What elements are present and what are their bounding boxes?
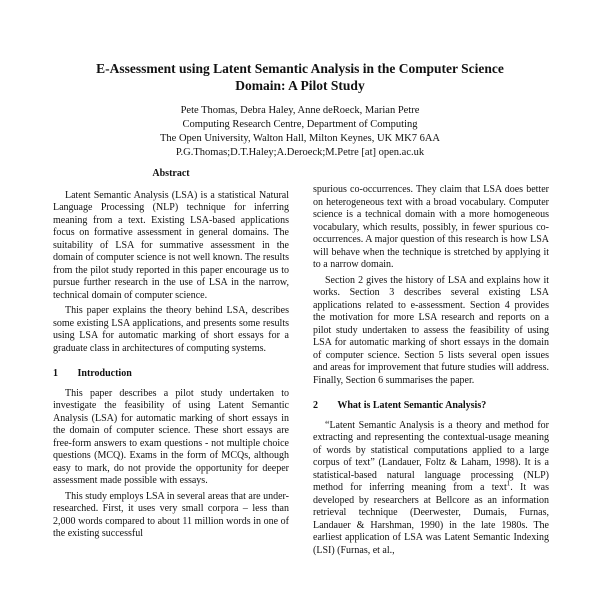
abstract-paragraph-1: Latent Semantic Analysis (LSA) is a statistical Natural Language Processing (NLP) technique for inferring meaning from a text. Existing LSA-based applications focus on formative assessment in general domains. The suitability of LSA for summative assessment in the domain of computer science is not well known. The results from the pilot study reported in this paper encourage us to pursue further research in the use of LSA in the narrow, technical domain of computer science. [53, 189, 289, 301]
lsa-definition-text-a: “Latent Semantic Analysis is a theory and method for extracting and representing the contextual-usage meaning of words by statistical computations applied to a large corpus of text” (Landauer, Foltz & Laham, 1998). It is a statistical-based natural language processing (NLP) method for inferring meaning from a text [313, 419, 549, 493]
affiliation-address: The Open University, Walton Hall, Milton Keynes, UK MK7 6AA [160, 133, 440, 144]
section-1-heading [53, 368, 289, 381]
author-emails: P.G.Thomas;D.T.Haley;A.Deroeck;M.Petre [at] open.ac.uk [175, 147, 425, 158]
title-line-2: Domain: A Pilot Study [235, 78, 365, 93]
section-1-title: Introduction [77, 368, 132, 379]
abstract-paragraph-2: This paper explains the theory behind LSA, describes some existing LSA applications, and presents some results using LSA for automatic marking of short essays for a graduate class in architectures of computing systems. [53, 305, 289, 354]
affiliation-department: Computing Research Centre, Department of Computing [182, 119, 418, 130]
right-column [313, 184, 549, 560]
footnote-marker[interactable]: 1 [506, 479, 511, 488]
introduction-paragraph-2: This study employs LSA in several areas that are under-researched. First, it uses very small corpora – less than 2,000 words compared to about 11 million words in one of the existing successful [53, 490, 289, 539]
abstract-heading: Abstract [152, 168, 190, 179]
lsa-definition-paragraph [313, 420, 549, 558]
section-1-number: 1 [53, 368, 58, 379]
lsa-definition-text-b: . It was developed by researchers at Bellcore as an information retrieval technique (Deerwester, Dumais, Furnas, Landauer & Harshman, 1990) in the late 1980s. The earliest application of LSA was Latent Semantic Indexing (LSI) (Furnas, et al., [313, 482, 549, 556]
continued-paragraph: spurious co-occurrences. They claim that LSA does better on heterogeneous text with a broad vocabulary. Computer science is a technical domain with a more homogeneous vocabulary, which results, possibly, in fewer spurious co-occurrences. A major question of this research is how LSA will behave when the technique is stretched by applying it to a narrow domain. [313, 184, 549, 270]
paper-outline-paragraph: Section 2 gives the history of LSA and explains how it works. Section 3 describes several existing LSA applications related to e-assessment. Section 4 provides the motivation for more LSA research and reports on a pilot study undertaken to assess the feasibility of using LSA for automatic marking of short essays in the domain of computer science. Section 5 lists several open issues and areas for improvement that future studies will address. Finally, Section 6 summarises the paper. [313, 274, 549, 386]
section-2-number: 2 [313, 400, 318, 411]
introduction-paragraph-1: This paper describes a pilot study undertaken to investigate the feasibility of using Latent Semantic Analysis (LSA) for automatic marking of short essays in the domain of computer science. These short essays are free-form answers to exam questions - not multiple choice questions (MCQ). Exams in the form of MCQs, although easy to mark, do not provide the opportunity for deeper assessment made possible with essays. [53, 387, 289, 486]
left-column [53, 168, 289, 544]
title-line-1: E-Assessment using Latent Semantic Analysis in the Computer Science [96, 61, 504, 76]
section-2-heading [313, 400, 549, 413]
author-names: Pete Thomas, Debra Haley, Anne deRoeck, Marian Petre [180, 105, 420, 116]
author-block [60, 104, 540, 160]
paper-title [60, 60, 540, 94]
section-2-title: What is Latent Semantic Analysis? [337, 400, 487, 411]
